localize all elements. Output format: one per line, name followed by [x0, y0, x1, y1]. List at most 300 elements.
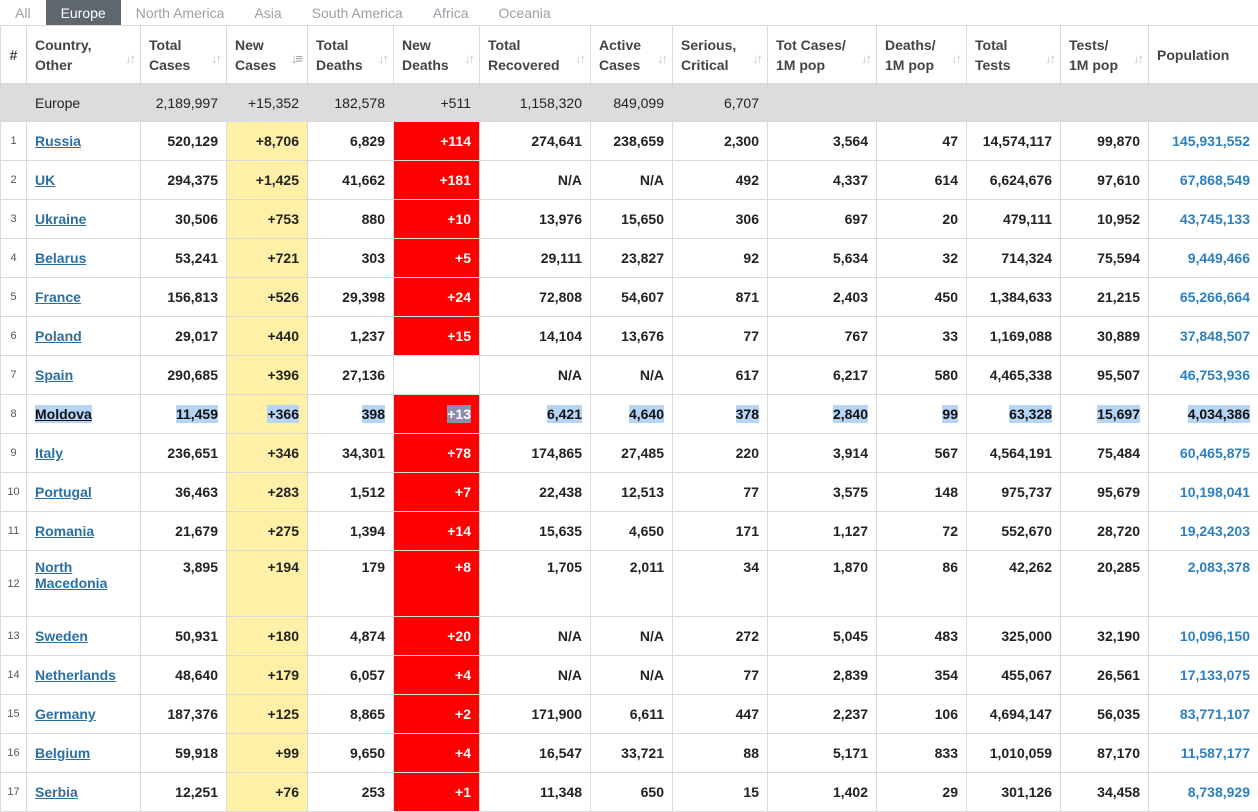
cell-deaths-per-1m: 614: [877, 161, 967, 200]
country-link[interactable]: Russia: [35, 133, 81, 149]
country-link[interactable]: UK: [35, 172, 55, 188]
cell-tests-per-1m: 95,507: [1061, 356, 1149, 395]
country-link[interactable]: Belgium: [35, 745, 90, 761]
header-total-cases[interactable]: [141, 26, 227, 84]
header-label: Active Cases: [599, 37, 641, 73]
header-new-cases[interactable]: [227, 26, 308, 84]
region-tabs: [0, 0, 1258, 25]
cell-tests-per-1m: 75,484: [1061, 434, 1149, 473]
cell-tests-per-1m: 34,458: [1061, 773, 1149, 812]
country-link[interactable]: Serbia: [35, 784, 78, 800]
sort-icon[interactable]: ↓↑: [211, 49, 220, 69]
cell-total-recovered: 72,808: [480, 278, 591, 317]
cell-total-recovered: N/A: [480, 617, 591, 656]
table-row: [1, 695, 1258, 734]
selected-text: 11,459: [176, 405, 218, 423]
cell-tests-per-1m: 97,610: [1061, 161, 1149, 200]
cell-deaths-per-1m: 106: [877, 695, 967, 734]
sort-icon[interactable]: ↓↑: [657, 49, 666, 69]
cell-rank: 17: [1, 773, 27, 812]
total-total-recovered: 1,158,320: [480, 84, 591, 122]
cell-country[interactable]: [27, 278, 141, 317]
header-cases-per-1m[interactable]: [768, 26, 877, 84]
cell-total-cases: 53,241: [141, 239, 227, 278]
cell-country[interactable]: [27, 551, 141, 617]
cell-serious-critical: 220: [673, 434, 768, 473]
cell-total-tests: 4,465,338: [967, 356, 1061, 395]
selected-text: [35, 405, 92, 423]
cell-cases-per-1m: [768, 395, 877, 434]
cell-cases-per-1m: 5,171: [768, 734, 877, 773]
cell-population[interactable]: 2,083,378: [1149, 551, 1258, 617]
header-label: Tests/ 1M pop: [1069, 37, 1118, 73]
total-total-cases: 2,189,997: [141, 84, 227, 122]
cell-new-cases: +346: [227, 434, 308, 473]
cell-cases-per-1m: 1,402: [768, 773, 877, 812]
cell-new-cases: +283: [227, 473, 308, 512]
cell-tests-per-1m: 95,679: [1061, 473, 1149, 512]
cell-population[interactable]: 8,738,929: [1149, 773, 1258, 812]
header-label: Total Tests: [975, 37, 1011, 73]
cell-rank: 2: [1, 161, 27, 200]
header-serious-critical[interactable]: [673, 26, 768, 84]
cell-population[interactable]: 9,449,466: [1149, 239, 1258, 278]
selected-text: 378: [736, 405, 759, 423]
cell-serious-critical: 171: [673, 512, 768, 551]
cell-new-deaths: [394, 356, 480, 395]
cell-total-tests: 552,670: [967, 512, 1061, 551]
header-total-deaths[interactable]: [308, 26, 394, 84]
cell-population[interactable]: 10,096,150: [1149, 617, 1258, 656]
cell-total-tests: 1,010,059: [967, 734, 1061, 773]
cell-rank: [1, 84, 27, 122]
cell-country[interactable]: [27, 395, 141, 434]
cell-tests-per-1m: 30,889: [1061, 317, 1149, 356]
cell-serious-critical: 77: [673, 473, 768, 512]
cell-total-recovered: 1,705: [480, 551, 591, 617]
cell-total-deaths: [308, 395, 394, 434]
cell-deaths-per-1m: [877, 395, 967, 434]
cell-active-cases: 650: [591, 773, 673, 812]
cell-country[interactable]: [27, 656, 141, 695]
cell-total-deaths: 880: [308, 200, 394, 239]
cell-total-tests: 975,737: [967, 473, 1061, 512]
cell-cases-per-1m: 697: [768, 200, 877, 239]
total-total-deaths: 182,578: [308, 84, 394, 122]
cell-total-deaths: 6,829: [308, 122, 394, 161]
sort-icon[interactable]: ↓↑: [464, 49, 473, 69]
cell-total-tests: 4,694,147: [967, 695, 1061, 734]
header-total-tests[interactable]: [967, 26, 1061, 84]
cell-cases-per-1m: 2,237: [768, 695, 877, 734]
cell-country[interactable]: [27, 122, 141, 161]
cell-new-cases: [227, 395, 308, 434]
cell-total-cases: [141, 395, 227, 434]
cell-total-deaths: 27,136: [308, 356, 394, 395]
country-link[interactable]: Moldova: [35, 406, 92, 422]
header-country[interactable]: [27, 26, 141, 84]
total-cases-per-1m: [768, 84, 877, 122]
cell-country[interactable]: [27, 695, 141, 734]
cell-total-deaths: 6,057: [308, 656, 394, 695]
cell-total-recovered: 174,865: [480, 434, 591, 473]
cell-new-cases: +440: [227, 317, 308, 356]
cell-country[interactable]: [27, 317, 141, 356]
cell-total-cases: 30,506: [141, 200, 227, 239]
sort-icon[interactable]: ↓↑: [378, 49, 387, 69]
cell-new-cases: +76: [227, 773, 308, 812]
country-link[interactable]: Netherlands: [35, 667, 116, 683]
cell-new-deaths: +114: [394, 122, 480, 161]
cell-deaths-per-1m: 32: [877, 239, 967, 278]
cell-new-cases: +275: [227, 512, 308, 551]
country-link[interactable]: Poland: [35, 328, 82, 344]
cell-serious-critical: 306: [673, 200, 768, 239]
total-tests-per-1m: [1061, 84, 1149, 122]
country-link[interactable]: North Macedonia: [35, 559, 107, 591]
selected-text: +366: [267, 405, 299, 423]
cell-serious-critical: [673, 395, 768, 434]
cell-rank: 13: [1, 617, 27, 656]
cell-serious-critical: 15: [673, 773, 768, 812]
header-label: Deaths/ 1M pop: [885, 37, 936, 73]
cell-deaths-per-1m: 29: [877, 773, 967, 812]
selected-text: 99: [942, 405, 958, 423]
sort-icon[interactable]: ↓↑: [752, 49, 761, 69]
cell-country[interactable]: [27, 161, 141, 200]
cell-population[interactable]: 60,465,875: [1149, 434, 1258, 473]
cell-new-deaths: +15: [394, 317, 480, 356]
cell-cases-per-1m: 2,403: [768, 278, 877, 317]
header-label: New Deaths: [402, 37, 449, 73]
cell-population[interactable]: 43,745,133: [1149, 200, 1258, 239]
cell-total-tests: 14,574,117: [967, 122, 1061, 161]
cell-active-cases: 15,650: [591, 200, 673, 239]
cell-total-recovered: N/A: [480, 356, 591, 395]
cell-total-recovered: [480, 395, 591, 434]
cell-total-cases: 21,679: [141, 512, 227, 551]
country-link[interactable]: Sweden: [35, 628, 88, 644]
table-row: [1, 656, 1258, 695]
cell-total-recovered: N/A: [480, 656, 591, 695]
cell-total-cases: 236,651: [141, 434, 227, 473]
cell-country[interactable]: [27, 239, 141, 278]
header-label: Population: [1157, 47, 1229, 63]
total-new-deaths: +511: [394, 84, 480, 122]
table-header: [1, 26, 1258, 84]
cell-active-cases: N/A: [591, 356, 673, 395]
cell-country[interactable]: [27, 473, 141, 512]
cell-serious-critical: 272: [673, 617, 768, 656]
cell-total-cases: 59,918: [141, 734, 227, 773]
cell-new-cases: +180: [227, 617, 308, 656]
cell-total-tests: 325,000: [967, 617, 1061, 656]
cell-new-cases: +125: [227, 695, 308, 734]
cell-cases-per-1m: 5,045: [768, 617, 877, 656]
sort-icon[interactable]: ↓↑: [575, 49, 584, 69]
cell-country[interactable]: [27, 434, 141, 473]
header-population[interactable]: [1149, 26, 1258, 84]
cell-total-tests: 1,384,633: [967, 278, 1061, 317]
cell-serious-critical: 77: [673, 656, 768, 695]
cell-total-cases: 12,251: [141, 773, 227, 812]
cell-population[interactable]: 65,266,664: [1149, 278, 1258, 317]
cell-total-recovered: 22,438: [480, 473, 591, 512]
cell-total-cases: 36,463: [141, 473, 227, 512]
cell-total-cases: 187,376: [141, 695, 227, 734]
tab-north-america[interactable]: North America: [121, 0, 240, 25]
cell-total-cases: 520,129: [141, 122, 227, 161]
cell-new-deaths: +24: [394, 278, 480, 317]
cell-tests-per-1m: 21,215: [1061, 278, 1149, 317]
selected-text: 63,328: [1009, 405, 1052, 423]
cell-new-cases: +194: [227, 551, 308, 617]
table-row: [1, 278, 1258, 317]
cell-active-cases: 33,721: [591, 734, 673, 773]
cell-population[interactable]: 11,587,177: [1149, 734, 1258, 773]
tab-africa[interactable]: Africa: [418, 0, 484, 25]
table-row: [1, 356, 1258, 395]
cell-tests-per-1m: 26,561: [1061, 656, 1149, 695]
cell-serious-critical: 617: [673, 356, 768, 395]
cell-active-cases: 6,611: [591, 695, 673, 734]
table-row: [1, 734, 1258, 773]
tab-oceania[interactable]: Oceania: [484, 0, 566, 25]
cell-population[interactable]: 19,243,203: [1149, 512, 1258, 551]
cell-cases-per-1m: 3,564: [768, 122, 877, 161]
cell-tests-per-1m: 32,190: [1061, 617, 1149, 656]
cell-deaths-per-1m: 354: [877, 656, 967, 695]
total-population: [1149, 84, 1258, 122]
selected-text: 2,840: [833, 405, 868, 423]
cell-serious-critical: 92: [673, 239, 768, 278]
selected-text: 4,640: [629, 405, 664, 423]
cell-active-cases: 23,827: [591, 239, 673, 278]
cell-rank: 7: [1, 356, 27, 395]
cell-rank: 3: [1, 200, 27, 239]
cell-serious-critical: 447: [673, 695, 768, 734]
cell-new-deaths: [394, 395, 480, 434]
cell-population[interactable]: [1149, 395, 1258, 434]
cell-cases-per-1m: 6,217: [768, 356, 877, 395]
cell-rank: 12: [1, 551, 27, 617]
sort-icon[interactable]: ↓↑: [1133, 49, 1142, 69]
cell-rank: 5: [1, 278, 27, 317]
header-new-deaths[interactable]: [394, 26, 480, 84]
cell-new-deaths: +4: [394, 656, 480, 695]
cell-total-deaths: 1,394: [308, 512, 394, 551]
table-row: [1, 239, 1258, 278]
total-country: Europe: [27, 84, 141, 122]
header-deaths-per-1m[interactable]: [877, 26, 967, 84]
cell-total-recovered: 15,635: [480, 512, 591, 551]
header-rank[interactable]: [1, 26, 27, 84]
cell-population[interactable]: 67,868,549: [1149, 161, 1258, 200]
cell-serious-critical: 871: [673, 278, 768, 317]
cell-active-cases: 12,513: [591, 473, 673, 512]
cell-total-tests: [967, 395, 1061, 434]
table-row: [1, 122, 1258, 161]
cell-deaths-per-1m: 833: [877, 734, 967, 773]
cell-rank: 14: [1, 656, 27, 695]
table-row: [1, 512, 1258, 551]
cell-cases-per-1m: 1,127: [768, 512, 877, 551]
cell-cases-per-1m: 767: [768, 317, 877, 356]
tab-europe[interactable]: Europe: [46, 0, 121, 25]
cell-population[interactable]: 10,198,041: [1149, 473, 1258, 512]
country-link[interactable]: Romania: [35, 523, 94, 539]
cell-total-deaths: 29,398: [308, 278, 394, 317]
selected-text: 15,697: [1097, 405, 1140, 423]
total-total-tests: [967, 84, 1061, 122]
header-total-recovered[interactable]: [480, 26, 591, 84]
cell-country[interactable]: [27, 356, 141, 395]
cell-active-cases: N/A: [591, 656, 673, 695]
cell-serious-critical: 34: [673, 551, 768, 617]
cell-deaths-per-1m: 47: [877, 122, 967, 161]
header-label: Total Cases: [149, 37, 190, 73]
country-link[interactable]: Ukraine: [35, 211, 86, 227]
cell-rank: 1: [1, 122, 27, 161]
cell-tests-per-1m: 56,035: [1061, 695, 1149, 734]
cell-serious-critical: 492: [673, 161, 768, 200]
table-row: [1, 317, 1258, 356]
cell-new-deaths: +8: [394, 551, 480, 617]
country-link[interactable]: Germany: [35, 706, 96, 722]
header-label: #: [10, 47, 18, 63]
cell-cases-per-1m: 4,337: [768, 161, 877, 200]
cell-total-deaths: 8,865: [308, 695, 394, 734]
total-row: [1, 84, 1258, 122]
header-label: Serious, Critical: [681, 37, 736, 73]
sort-icon[interactable]: ↓↑: [125, 49, 134, 69]
cell-active-cases: N/A: [591, 161, 673, 200]
table-row: [1, 551, 1258, 617]
cell-new-deaths: +4: [394, 734, 480, 773]
table-row: [1, 617, 1258, 656]
cell-country[interactable]: [27, 617, 141, 656]
cell-active-cases: 2,011: [591, 551, 673, 617]
cell-deaths-per-1m: 580: [877, 356, 967, 395]
total-serious-critical: 6,707: [673, 84, 768, 122]
total-new-cases: +15,352: [227, 84, 308, 122]
cell-new-deaths: +7: [394, 473, 480, 512]
cell-total-tests: 455,067: [967, 656, 1061, 695]
table-row: [1, 434, 1258, 473]
table-row: [1, 395, 1258, 434]
cell-total-tests: 6,624,676: [967, 161, 1061, 200]
header-label: New Cases: [235, 37, 276, 73]
cell-country[interactable]: [27, 200, 141, 239]
country-link[interactable]: Belarus: [35, 250, 86, 266]
sort-desc-icon[interactable]: ↓≡: [291, 49, 301, 69]
cell-total-deaths: 9,650: [308, 734, 394, 773]
table-row: [1, 200, 1258, 239]
cell-tests-per-1m: 20,285: [1061, 551, 1149, 617]
selected-text: 4,034,386: [1188, 405, 1250, 423]
sort-icon[interactable]: ↓↑: [951, 49, 960, 69]
cell-active-cases: 27,485: [591, 434, 673, 473]
cell-new-cases: +8,706: [227, 122, 308, 161]
cell-country[interactable]: [27, 773, 141, 812]
cell-population[interactable]: 83,771,107: [1149, 695, 1258, 734]
cell-rank: 16: [1, 734, 27, 773]
cell-new-deaths: +181: [394, 161, 480, 200]
country-link[interactable]: France: [35, 289, 81, 305]
cell-total-tests: 479,111: [967, 200, 1061, 239]
cell-population[interactable]: 145,931,552: [1149, 122, 1258, 161]
tab-all[interactable]: All: [0, 0, 46, 25]
cell-country[interactable]: [27, 512, 141, 551]
cell-active-cases: 13,676: [591, 317, 673, 356]
cell-tests-per-1m: [1061, 395, 1149, 434]
cell-new-deaths: +10: [394, 200, 480, 239]
cell-cases-per-1m: 2,839: [768, 656, 877, 695]
cell-deaths-per-1m: 33: [877, 317, 967, 356]
cell-active-cases: 4,650: [591, 512, 673, 551]
cell-total-cases: 294,375: [141, 161, 227, 200]
cell-total-tests: 301,126: [967, 773, 1061, 812]
cell-active-cases: 238,659: [591, 122, 673, 161]
cell-new-deaths: +2: [394, 695, 480, 734]
country-link[interactable]: Italy: [35, 445, 63, 461]
cell-population[interactable]: 17,133,075: [1149, 656, 1258, 695]
selected-text: 398: [362, 405, 385, 423]
total-active-cases: 849,099: [591, 84, 673, 122]
cell-total-recovered: 11,348: [480, 773, 591, 812]
cell-country[interactable]: [27, 734, 141, 773]
tab-south-america[interactable]: South America: [297, 0, 418, 25]
cell-total-cases: 48,640: [141, 656, 227, 695]
cell-total-cases: 3,895: [141, 551, 227, 617]
cell-total-recovered: 14,104: [480, 317, 591, 356]
cell-total-tests: 4,564,191: [967, 434, 1061, 473]
cell-cases-per-1m: 1,870: [768, 551, 877, 617]
cell-tests-per-1m: 28,720: [1061, 512, 1149, 551]
cell-total-deaths: 1,237: [308, 317, 394, 356]
cell-total-tests: 714,324: [967, 239, 1061, 278]
sort-icon[interactable]: ↓↑: [861, 49, 870, 69]
cell-rank: 6: [1, 317, 27, 356]
cell-population[interactable]: 37,848,507: [1149, 317, 1258, 356]
covid-table: [0, 25, 1258, 812]
cell-total-cases: 50,931: [141, 617, 227, 656]
cell-active-cases: 54,607: [591, 278, 673, 317]
cell-new-cases: +526: [227, 278, 308, 317]
cell-cases-per-1m: 3,914: [768, 434, 877, 473]
country-link[interactable]: Spain: [35, 367, 73, 383]
header-tests-per-1m[interactable]: [1061, 26, 1149, 84]
cell-serious-critical: 77: [673, 317, 768, 356]
cell-new-deaths: +5: [394, 239, 480, 278]
header-label: Total Deaths: [316, 37, 363, 73]
cell-total-recovered: 274,641: [480, 122, 591, 161]
cell-total-deaths: 34,301: [308, 434, 394, 473]
tab-asia[interactable]: Asia: [239, 0, 296, 25]
cell-new-cases: +179: [227, 656, 308, 695]
sort-icon[interactable]: ↓↑: [1045, 49, 1054, 69]
header-active-cases[interactable]: [591, 26, 673, 84]
table-row: [1, 161, 1258, 200]
cell-population[interactable]: 46,753,936: [1149, 356, 1258, 395]
cell-deaths-per-1m: 86: [877, 551, 967, 617]
cell-deaths-per-1m: 20: [877, 200, 967, 239]
cell-total-cases: 29,017: [141, 317, 227, 356]
cell-rank: 4: [1, 239, 27, 278]
cell-deaths-per-1m: 450: [877, 278, 967, 317]
country-link[interactable]: Portugal: [35, 484, 92, 500]
header-label: Tot Cases/ 1M pop: [776, 37, 846, 73]
